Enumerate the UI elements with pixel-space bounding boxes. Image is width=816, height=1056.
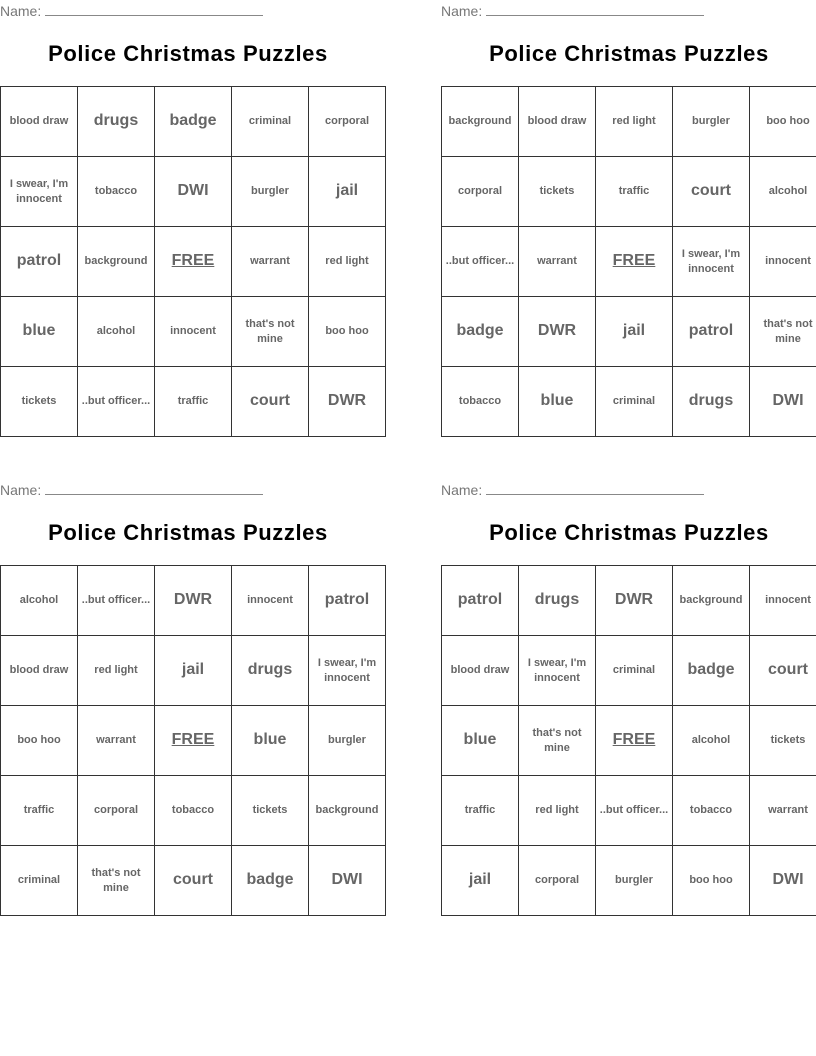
- bingo-cell: background: [673, 566, 750, 636]
- bingo-cell: blue: [519, 367, 596, 437]
- bingo-row: [442, 227, 816, 297]
- bingo-cell: criminal: [232, 87, 309, 157]
- card-title: Police Christmas Puzzles: [489, 41, 769, 66]
- name-label: Name:: [441, 482, 483, 498]
- bingo-cell: blood draw: [442, 636, 519, 706]
- bingo-cell: boo hoo: [673, 846, 750, 916]
- bingo-cell: court: [673, 157, 750, 227]
- bingo-cell: burgler: [309, 706, 386, 776]
- bingo-cell: red light: [309, 227, 386, 297]
- card-title: Police Christmas Puzzles: [48, 41, 328, 66]
- bingo-cell: traffic: [1, 776, 78, 846]
- bingo-cell: boo hoo: [1, 706, 78, 776]
- card-title: Police Christmas Puzzles: [489, 520, 769, 545]
- name-row: [0, 482, 263, 498]
- name-row: [441, 482, 704, 498]
- bingo-cell: corporal: [519, 846, 596, 916]
- bingo-cell: patrol: [442, 566, 519, 636]
- bingo-grid: [441, 86, 816, 437]
- name-label: Name:: [441, 3, 483, 19]
- bingo-cell: DWI: [309, 846, 386, 916]
- bingo-cell: blood draw: [1, 87, 78, 157]
- bingo-cell: tickets: [232, 776, 309, 846]
- bingo-cell: traffic: [442, 776, 519, 846]
- name-blank-line[interactable]: [45, 3, 263, 16]
- bingo-cell: innocent: [750, 227, 816, 297]
- bingo-cell: blue: [442, 706, 519, 776]
- bingo-cell: I swear, I'm innocent: [309, 636, 386, 706]
- bingo-cell: tickets: [519, 157, 596, 227]
- bingo-cell: warrant: [232, 227, 309, 297]
- bingo-row: [442, 566, 816, 636]
- bingo-cell: I swear, I'm innocent: [519, 636, 596, 706]
- bingo-cell: innocent: [750, 566, 816, 636]
- bingo-row: [1, 157, 386, 227]
- bingo-cell: jail: [596, 297, 673, 367]
- bingo-row: [442, 846, 816, 916]
- bingo-cell: ..but officer...: [78, 367, 155, 437]
- bingo-cell: patrol: [309, 566, 386, 636]
- bingo-cell: criminal: [1, 846, 78, 916]
- bingo-cell: DWR: [155, 566, 232, 636]
- bingo-cell: tobacco: [442, 367, 519, 437]
- bingo-cell: corporal: [442, 157, 519, 227]
- bingo-row: [442, 297, 816, 367]
- bingo-cell: warrant: [78, 706, 155, 776]
- bingo-cell: court: [232, 367, 309, 437]
- bingo-cell: blue: [1, 297, 78, 367]
- card-title: Police Christmas Puzzles: [48, 520, 328, 545]
- bingo-row: [1, 367, 386, 437]
- bingo-cell: tickets: [750, 706, 816, 776]
- bingo-cell: DWI: [155, 157, 232, 227]
- bingo-cell: background: [78, 227, 155, 297]
- bingo-cell: jail: [309, 157, 386, 227]
- bingo-cell: that's not mine: [750, 297, 816, 367]
- free-space: FREE: [155, 227, 232, 297]
- bingo-row: [1, 227, 386, 297]
- name-blank-line[interactable]: [45, 482, 263, 495]
- bingo-cell: badge: [155, 87, 232, 157]
- bingo-cell: badge: [673, 636, 750, 706]
- bingo-cell: that's not mine: [232, 297, 309, 367]
- bingo-cell: alcohol: [1, 566, 78, 636]
- bingo-cell: tobacco: [78, 157, 155, 227]
- bingo-row: [442, 776, 816, 846]
- bingo-grid: [441, 565, 816, 916]
- free-space: FREE: [596, 227, 673, 297]
- bingo-cell: corporal: [309, 87, 386, 157]
- bingo-cell: tobacco: [155, 776, 232, 846]
- bingo-cell: ..but officer...: [78, 566, 155, 636]
- bingo-row: [1, 776, 386, 846]
- free-space: FREE: [155, 706, 232, 776]
- bingo-row: [442, 157, 816, 227]
- bingo-row: [442, 636, 816, 706]
- bingo-cell: background: [442, 87, 519, 157]
- bingo-cell: traffic: [596, 157, 673, 227]
- bingo-row: [1, 846, 386, 916]
- bingo-cell: patrol: [1, 227, 78, 297]
- bingo-cell: DWI: [750, 846, 816, 916]
- bingo-cell: I swear, I'm innocent: [673, 227, 750, 297]
- bingo-cell: criminal: [596, 636, 673, 706]
- name-label: Name:: [0, 482, 42, 498]
- name-blank-line[interactable]: [486, 482, 704, 495]
- bingo-cell: blood draw: [1, 636, 78, 706]
- bingo-cell: background: [309, 776, 386, 846]
- bingo-cell: jail: [442, 846, 519, 916]
- bingo-cell: alcohol: [78, 297, 155, 367]
- bingo-cell: drugs: [519, 566, 596, 636]
- bingo-row: [442, 706, 816, 776]
- bingo-cell: that's not mine: [78, 846, 155, 916]
- bingo-grid: [0, 565, 386, 916]
- bingo-cell: boo hoo: [750, 87, 816, 157]
- bingo-cell: ..but officer...: [442, 227, 519, 297]
- bingo-cell: burgler: [596, 846, 673, 916]
- bingo-cell: innocent: [155, 297, 232, 367]
- bingo-cell: red light: [519, 776, 596, 846]
- name-label: Name:: [0, 3, 42, 19]
- bingo-cell: patrol: [673, 297, 750, 367]
- bingo-cell: alcohol: [673, 706, 750, 776]
- bingo-cell: warrant: [750, 776, 816, 846]
- bingo-cell: tickets: [1, 367, 78, 437]
- bingo-cell: I swear, I'm innocent: [1, 157, 78, 227]
- bingo-cell: that's not mine: [519, 706, 596, 776]
- bingo-cell: DWR: [519, 297, 596, 367]
- bingo-cell: DWI: [750, 367, 816, 437]
- bingo-cell: DWR: [309, 367, 386, 437]
- bingo-cell: badge: [442, 297, 519, 367]
- bingo-cell: red light: [78, 636, 155, 706]
- bingo-cell: drugs: [232, 636, 309, 706]
- name-row: [0, 3, 263, 19]
- bingo-row: [1, 566, 386, 636]
- bingo-cell: DWR: [596, 566, 673, 636]
- bingo-cell: innocent: [232, 566, 309, 636]
- bingo-cell: blood draw: [519, 87, 596, 157]
- bingo-cell: warrant: [519, 227, 596, 297]
- bingo-cell: red light: [596, 87, 673, 157]
- bingo-cell: ..but officer...: [596, 776, 673, 846]
- bingo-cell: court: [750, 636, 816, 706]
- bingo-cell: jail: [155, 636, 232, 706]
- free-space: FREE: [596, 706, 673, 776]
- name-row: [441, 3, 704, 19]
- bingo-row: [1, 297, 386, 367]
- bingo-cell: court: [155, 846, 232, 916]
- bingo-row: [442, 367, 816, 437]
- bingo-cell: corporal: [78, 776, 155, 846]
- bingo-row: [1, 87, 386, 157]
- bingo-cell: traffic: [155, 367, 232, 437]
- bingo-grid: [0, 86, 386, 437]
- bingo-cell: drugs: [78, 87, 155, 157]
- bingo-cell: burgler: [232, 157, 309, 227]
- bingo-cell: burgler: [673, 87, 750, 157]
- bingo-row: [442, 87, 816, 157]
- bingo-cell: badge: [232, 846, 309, 916]
- bingo-cell: tobacco: [673, 776, 750, 846]
- bingo-cell: alcohol: [750, 157, 816, 227]
- bingo-cell: boo hoo: [309, 297, 386, 367]
- bingo-row: [1, 706, 386, 776]
- name-blank-line[interactable]: [486, 3, 704, 16]
- bingo-row: [1, 636, 386, 706]
- bingo-cell: drugs: [673, 367, 750, 437]
- bingo-cell: blue: [232, 706, 309, 776]
- bingo-cell: criminal: [596, 367, 673, 437]
